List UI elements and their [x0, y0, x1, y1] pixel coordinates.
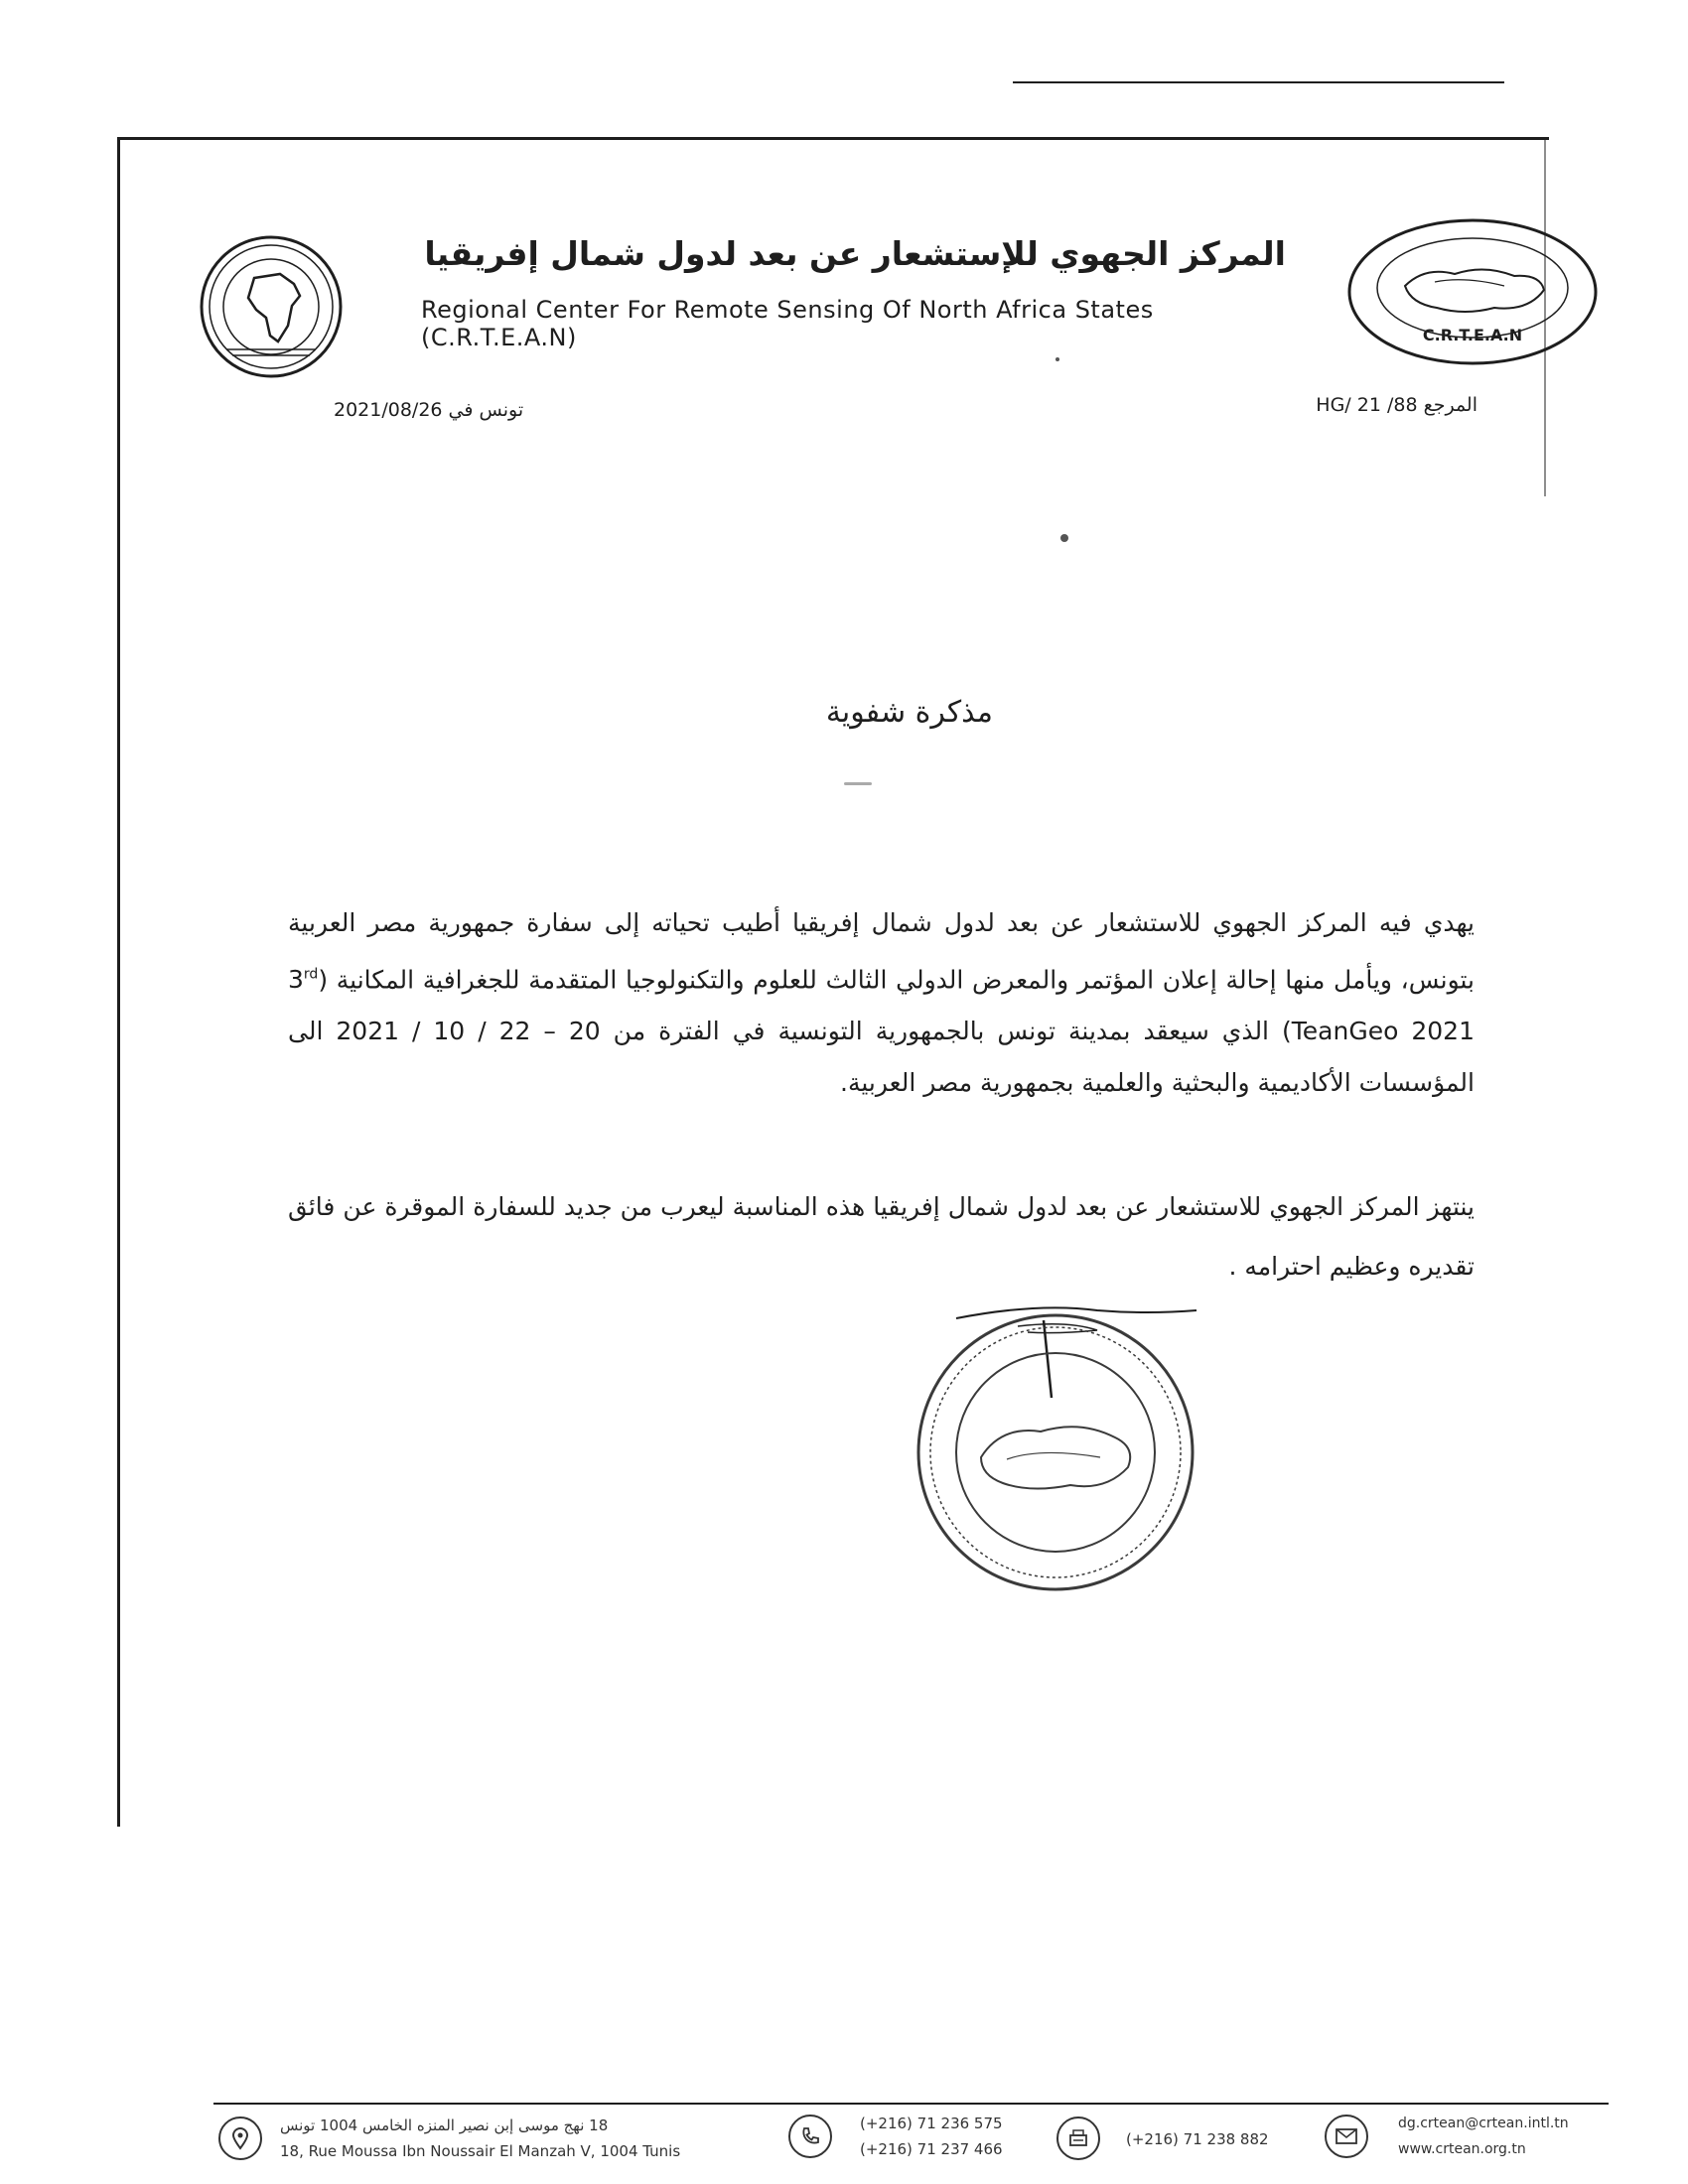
document-heading: مذكرة شفوية	[825, 695, 993, 730]
official-stamp	[912, 1308, 1199, 1596]
scan-speck	[1055, 357, 1059, 361]
event-ordinal: 3	[288, 965, 304, 995]
paragraph-1-text-a: يهدي فيه المركز الجهوي للاستشعار عن بعد لدول شمال إفريقيا أطيب تحياته إلى سفارة جمهورية مصر العربية بتونس، ويأمل منها إحالة إعلان المؤتمر والمعرض الدولي الثالث للعلوم والتكنولوجيا المتقدمة للجغرافية المكانية (	[288, 908, 1475, 995]
stamp-seal-icon	[912, 1308, 1199, 1596]
footer-contact-online	[1398, 2111, 1597, 2162]
event-title: TeanGeo 2021	[1291, 1017, 1475, 1046]
footer-phones	[860, 2111, 1058, 2162]
scan-speck	[1060, 534, 1068, 542]
letter-date: تونس في 2021/08/26	[334, 399, 524, 421]
footer-phone-2: (+216) 71 237 466	[860, 2140, 1003, 2158]
fax-icon	[1056, 2116, 1100, 2160]
header-logo-right	[1345, 216, 1600, 367]
africa-seal-icon	[197, 232, 346, 381]
crtean-emblem-icon	[1345, 216, 1600, 367]
frame-left-line	[117, 139, 120, 1827]
body-paragraph-2: ينتهز المركز الجهوي للاستشعار عن بعد لدول شمال إفريقيا هذه المناسبة ليعرب من جديد للسفارة الموقرة عن فائق تقديره وعظيم احترامه .	[288, 1192, 1475, 1281]
footer-address	[280, 2113, 757, 2164]
footer-phone-1: (+216) 71 236 575	[860, 2115, 1003, 2132]
header-title-english: Regional Center For Remote Sensing Of North Africa States (C.R.T.E.A.N)	[421, 296, 1154, 351]
footer-address-arabic: 18 نهج موسى إبن نصير المنزه الخامس 1004 تونس	[280, 2116, 609, 2134]
footer-fax: (+216) 71 238 882	[1126, 2130, 1269, 2148]
header-title-arabic: المركز الجهوي للإستشعار عن بعد لدول شمال إفريقيا	[424, 234, 1286, 273]
event-ordinal-suffix: rd	[303, 967, 319, 983]
emblem-label: C.R.T.E.A.N	[1422, 326, 1523, 344]
footer-email: dg.crtean@crtean.intl.tn	[1398, 2116, 1569, 2131]
footer-rule	[213, 2103, 1609, 2105]
location-pin-icon	[218, 2116, 262, 2160]
body-paragraph-1	[288, 897, 1475, 1109]
header-logo-left	[197, 232, 346, 381]
phone-icon	[788, 2115, 832, 2158]
frame-top-line	[117, 137, 1549, 140]
footer-website: www.crtean.org.tn	[1398, 2141, 1526, 2157]
reference-number: المرجع 88/ HG/ 21	[1316, 394, 1477, 416]
email-icon	[1325, 2115, 1368, 2158]
scan-speck	[844, 782, 872, 785]
footer-address-french: 18, Rue Moussa Ibn Noussair El Manzah V, 1004 Tunis	[280, 2142, 681, 2160]
top-scan-line	[1013, 81, 1504, 83]
paragraph-1-text-b: ) الذي سيعقد بمدينة تونس بالجمهورية التونسية في الفترة من 20 – 22 / 10 / 2021 الى المؤسسات الأكاديمية والبحثية والعلمية بجمهورية مصر العربية.	[288, 1017, 1475, 1098]
